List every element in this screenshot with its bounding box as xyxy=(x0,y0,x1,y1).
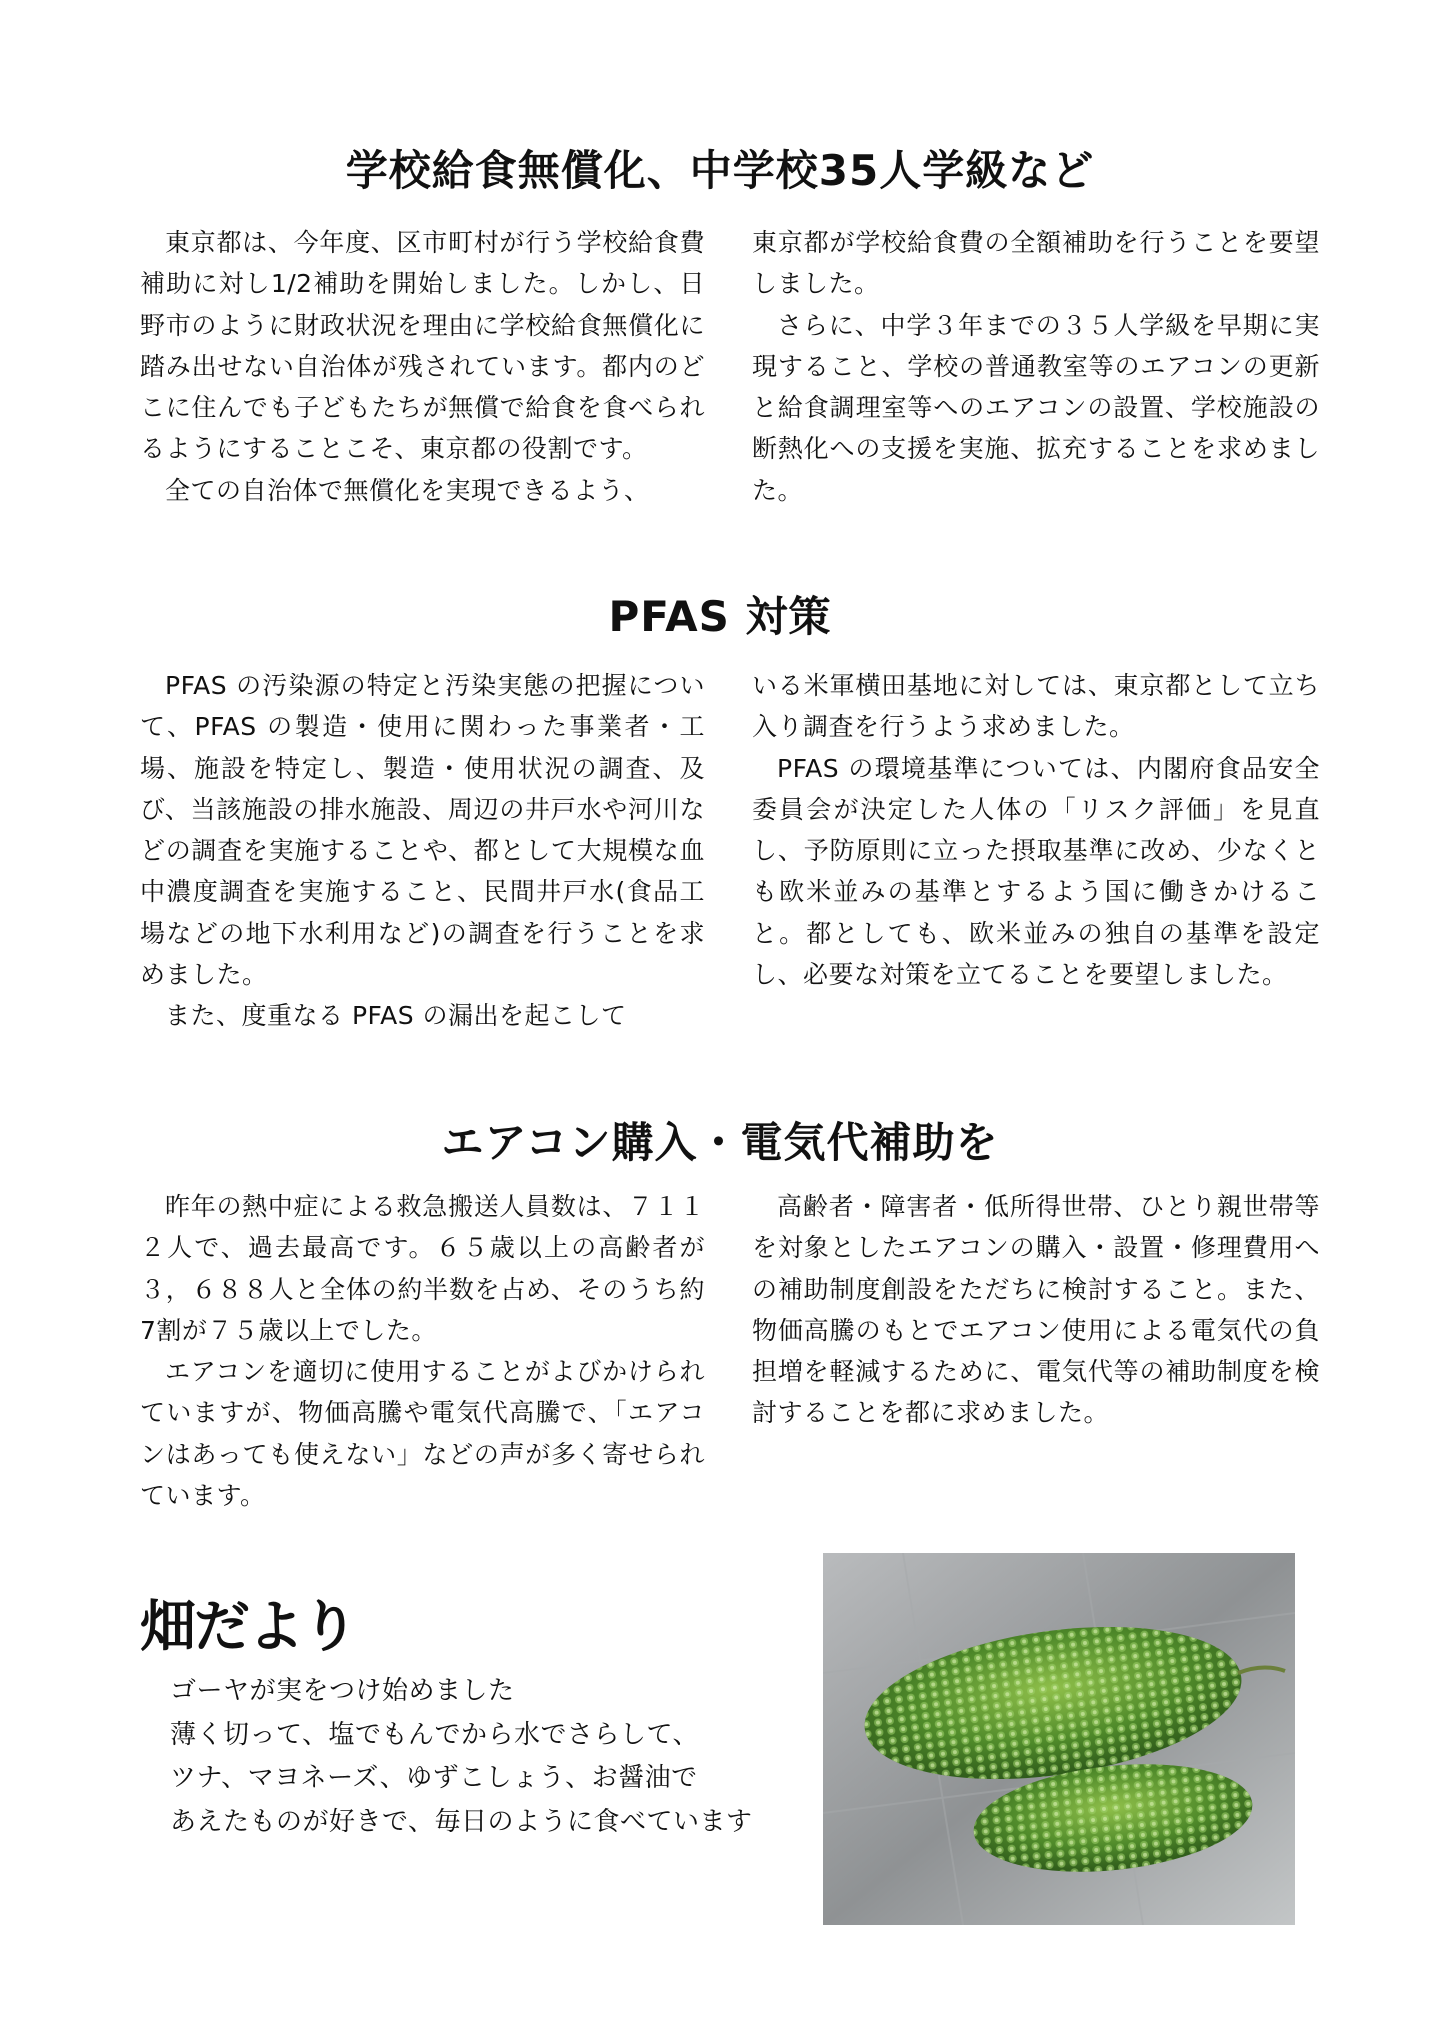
paragraph: 昨年の熱中症による救急搬送人員数は、７１１２人で、過去最高です。６５歳以上の高齢者が３，６８８人と全体の約半数を占め、そのうち約7割が７５歳以上でした。 xyxy=(140,1192,705,1345)
section-title-aircon: エアコン購入・電気代補助を xyxy=(441,1118,999,1167)
section1-left-column xyxy=(140,222,705,511)
hatake-line: ツナ、マヨネーズ、ゆずこしょう、お醤油で xyxy=(170,1763,698,1793)
paragraph: PFAS の環境基準については、内閣府食品安全委員会が決定した人体の「リスク評価」を見直し、予防原則に立った摂取基準に改め、少なくとも欧米並みの基準とするよう国に働きかけること。都としても、欧米並みの独自の基準を設定し、必要な対策を立てることを要望しました。 xyxy=(752,753,1320,990)
paragraph: 高齢者・障害者・低所得世帯、ひとり親世帯等を対象としたエアコンの購入・設置・修理費用への補助制度創設をただちに検討すること。また、物価高騰のもとでエアコン使用による電気代の負担増を軽減するために、電気代等の補助制度を検討することを都に求めました。 xyxy=(752,1192,1320,1428)
hatake-line: あえたものが好きで、毎日のように食べています xyxy=(170,1806,753,1837)
section2-left-column xyxy=(140,665,705,1037)
paragraph: エアコンを適切に使用することがよびかけられていますが、物価高騰や電気代高騰で、「エアコンはあっても使えない」などの声が多く寄せられています。 xyxy=(140,1357,705,1511)
section-title-school-lunch: 学校給食無償化、中学校35人学級など xyxy=(345,146,1095,195)
goya-photo-image xyxy=(823,1553,1295,1925)
paragraph: いる米軍横田基地に対しては、東京都として立ち入り調査を行うよう求めました。 xyxy=(752,671,1320,742)
section3-right-column xyxy=(752,1186,1320,1434)
hatake-title: 畑だより xyxy=(140,1595,356,1660)
paragraph: さらに、中学３年までの３５人学級を早期に実現すること、学校の普通教室等のエアコンの更新と給食調理室等へのエアコンの設置、学校施設の断熱化への支援を実施、拡充することを求めました。 xyxy=(752,310,1320,505)
hatake-line: 薄く切って、塩でもんでから水でさらして、 xyxy=(170,1719,699,1750)
goya-photo xyxy=(823,1553,1295,1925)
section-title-pfas: PFAS 対策 xyxy=(608,592,832,641)
hatake-text xyxy=(170,1670,752,1844)
paragraph: 東京都が学校給食費の全額補助を行うことを要望しました。 xyxy=(752,228,1320,299)
paragraph: 東京都は、今年度、区市町村が行う学校給食費補助に対し1/2補助を開始しました。しかし、日野市のように財政状況を理由に学校給食無償化に踏み出せない自治体が残されています。都内のどこに住んでも子どもたちが無償で給食を食べられるようにすることこそ、東京都の役割です。 xyxy=(140,228,705,464)
paragraph: 全ての自治体で無償化を実現できるよう、 xyxy=(165,475,650,505)
paragraph: PFAS の汚染源の特定と汚染実態の把握について、PFAS の製造・使用に関わった事業者・工場、施設を特定し、製造・使用状況の調査、及び、当該施設の排水施設、周辺の井戸水や河川などの調査を実施することや、都として大規模な血中濃度調査を実施すること、民間井戸水(食品工場などの地下水利用など)の調査を行うことを求めました。 xyxy=(140,671,705,990)
section1-right-column xyxy=(752,222,1320,511)
paragraph: また、度重なる PFAS の漏出を起こして xyxy=(165,1001,627,1031)
hatake-line: ゴーヤが実をつけ始めました xyxy=(170,1676,515,1706)
section2-right-column xyxy=(752,665,1320,995)
section3-left-column xyxy=(140,1186,705,1516)
